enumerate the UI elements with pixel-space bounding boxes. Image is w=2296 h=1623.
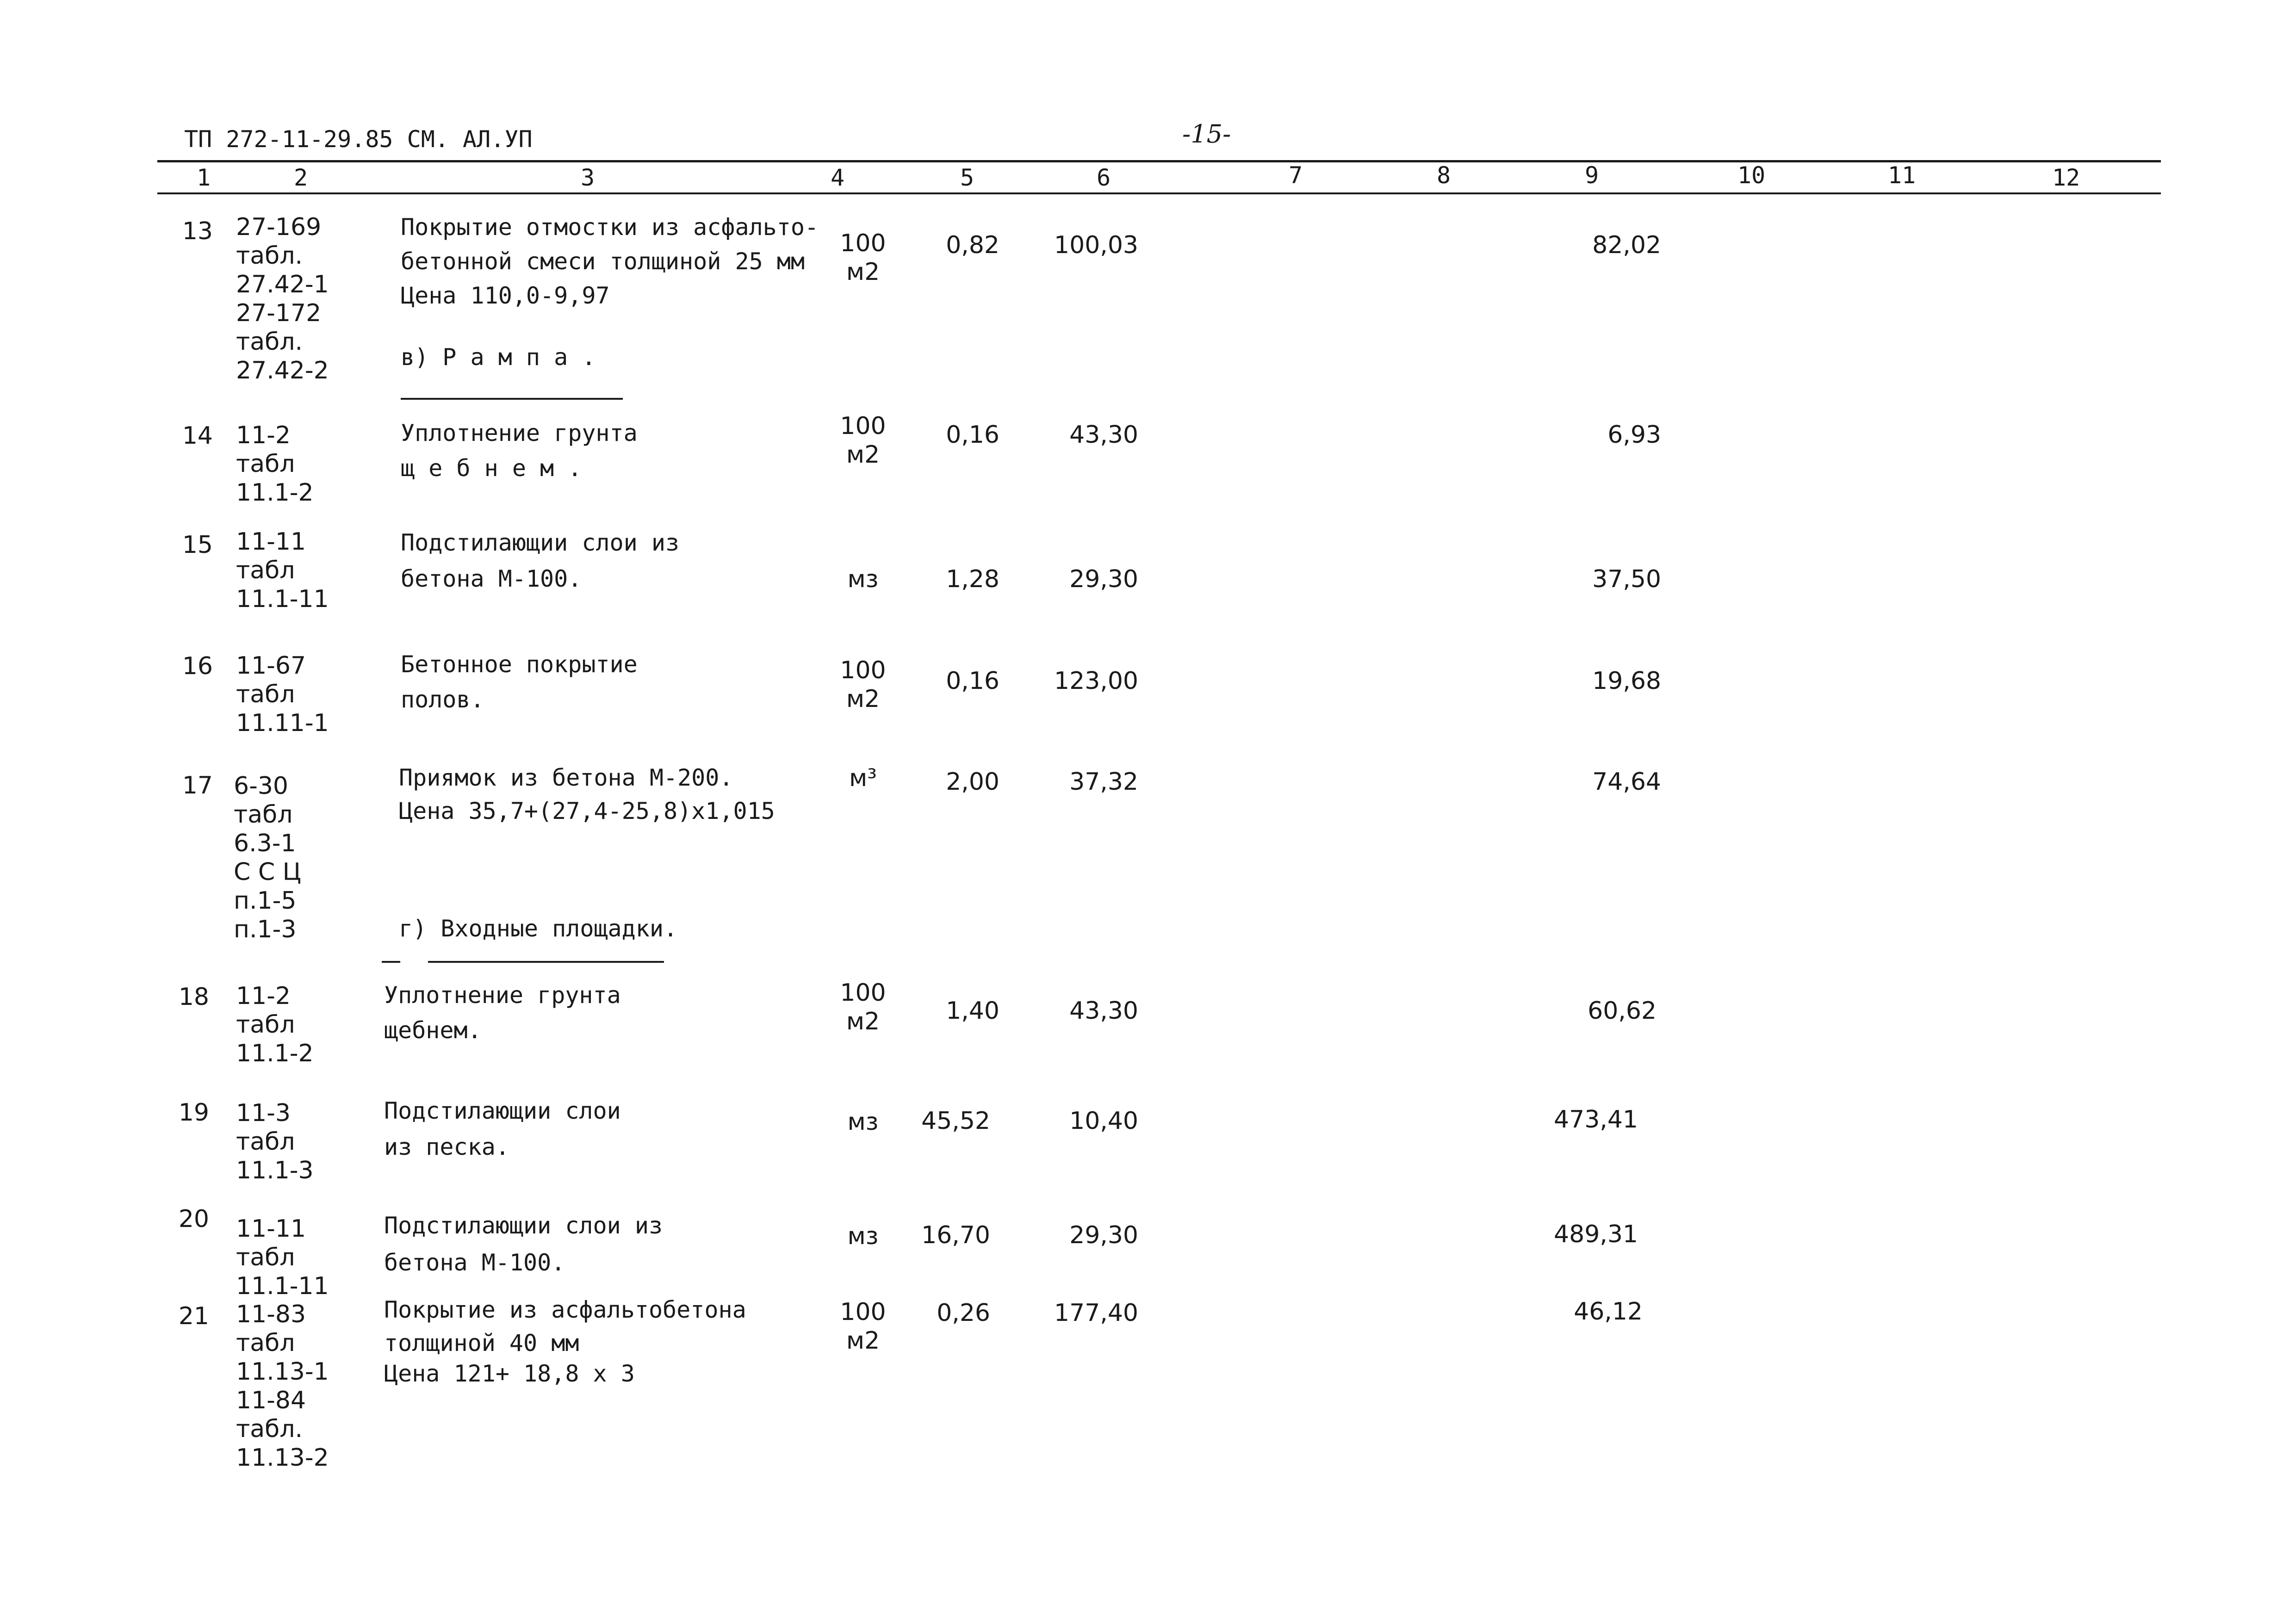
row-unit-price: 29,30 [1069,565,1138,593]
row-unit: 100 м2 [840,657,886,713]
row-unit: 100 м2 [840,1298,886,1355]
row-total: 46,12 [1574,1298,1643,1326]
row-unit-price: 43,30 [1069,421,1138,449]
row-reference: 11-2 табл 11.1-2 [236,421,314,507]
row-quantity: 45,52 [921,1107,990,1135]
row-number: 16 [182,652,213,680]
row-unit-price: 10,40 [1069,1107,1138,1135]
col-8: 8 [1436,162,1451,189]
row-unit: 100 м2 [840,412,886,469]
row-description: Подстилающии слои из песка. [384,1097,621,1160]
row-reference: 6-30 табл 6.3-1 С С Ц п.1-5 п.1-3 [234,772,302,943]
row-number: 15 [182,531,213,559]
row-total: 19,68 [1592,667,1661,695]
section-heading-ramp: в) Р а м п а . [401,344,596,371]
row-unit-price: 29,30 [1069,1221,1138,1249]
row-number: 13 [182,217,213,245]
col-9: 9 [1584,162,1599,189]
row-quantity: 0,26 [937,1299,990,1327]
row-number: 21 [178,1302,209,1330]
row-reference: 11-83 табл 11.13-1 11-84 табл. 11.13-2 [236,1301,329,1472]
row-unit: мз [847,1222,879,1250]
row-quantity: 1,40 [946,997,999,1025]
row-unit-price: 37,32 [1069,768,1138,796]
section-underline [401,398,623,400]
header-bottom-rule [157,192,2161,194]
row-total: 6,93 [1607,421,1661,449]
row-description: Приямок из бетона М-200. Цена 35,7+(27,4-25,8)х1,015 [399,764,775,824]
row-unit-price: 123,00 [1054,667,1138,695]
row-total: 37,50 [1592,565,1661,593]
row-quantity: 0,82 [946,231,999,259]
row-quantity: 16,70 [921,1221,990,1249]
row-unit: 100 м2 [840,229,886,286]
row-description: Уплотнение грунта щебнем. [384,982,621,1044]
col-11: 11 [1887,162,1916,189]
header-top-rule [157,160,2161,162]
section-heading-entrances: г) Входные площадки. [399,915,678,942]
row-description: Подстилающии слои из бетона М-100. [401,529,680,592]
col-7: 7 [1288,162,1303,189]
row-quantity: 1,28 [946,565,999,593]
row-quantity: 0,16 [946,421,999,449]
row-description: Покрытие отмостки из асфальто- бетонной смеси толщиной 25 мм Цена 110,0-9,97 [401,214,819,309]
row-total: 60,62 [1588,997,1657,1025]
row-unit: мз [847,565,879,593]
row-description: Подстилающии слои из бетона М-100. [384,1212,663,1276]
row-reference: 11-67 табл 11.11-1 [236,652,329,737]
section-underline [428,961,664,963]
row-reference: 11-3 табл 11.1-3 [236,1099,314,1184]
col-10: 10 [1737,162,1766,189]
row-number: 20 [178,1205,209,1233]
document-code: ТП 272-11-29.85 СМ. АЛ.УП [184,126,533,153]
row-quantity: 2,00 [946,768,999,796]
row-unit: мз [847,1108,879,1136]
row-unit-price: 43,30 [1069,997,1138,1025]
row-reference: 27-169 табл. 27.42-1 27-172 табл. 27.42-2 [236,213,329,384]
row-unit-price: 177,40 [1054,1299,1138,1327]
row-unit: м³ [849,764,877,792]
col-3: 3 [580,164,595,191]
row-reference: 11-2 табл 11.1-2 [236,982,314,1067]
row-total: 473,41 [1554,1106,1638,1134]
section-underline-mark [382,961,400,963]
col-4: 4 [830,164,845,191]
col-5: 5 [960,164,974,191]
row-unit: 100 м2 [840,979,886,1035]
page-number: -15- [1182,119,1231,149]
row-description: Покрытие из асфальтобетона толщиной 40 мм Цена 121+ 18,8 х 3 [384,1296,746,1387]
col-2: 2 [293,164,308,191]
row-number: 19 [178,1099,209,1127]
row-number: 17 [182,772,213,799]
row-reference: 11-11 табл 11.1-11 [236,1215,329,1300]
row-quantity: 0,16 [946,667,999,695]
row-total: 82,02 [1592,231,1661,259]
col-6: 6 [1096,164,1111,191]
row-unit-price: 100,03 [1054,231,1138,259]
row-total: 489,31 [1554,1220,1638,1248]
row-number: 18 [178,983,209,1011]
row-total: 74,64 [1592,768,1661,796]
row-number: 14 [182,422,213,450]
col-12: 12 [2052,164,2080,191]
col-1: 1 [196,164,211,191]
row-description: Бетонное покрытие полов. [401,651,638,713]
row-description: Уплотнение грунта щ е б н е м . [401,420,638,482]
row-reference: 11-11 табл 11.1-11 [236,528,329,613]
